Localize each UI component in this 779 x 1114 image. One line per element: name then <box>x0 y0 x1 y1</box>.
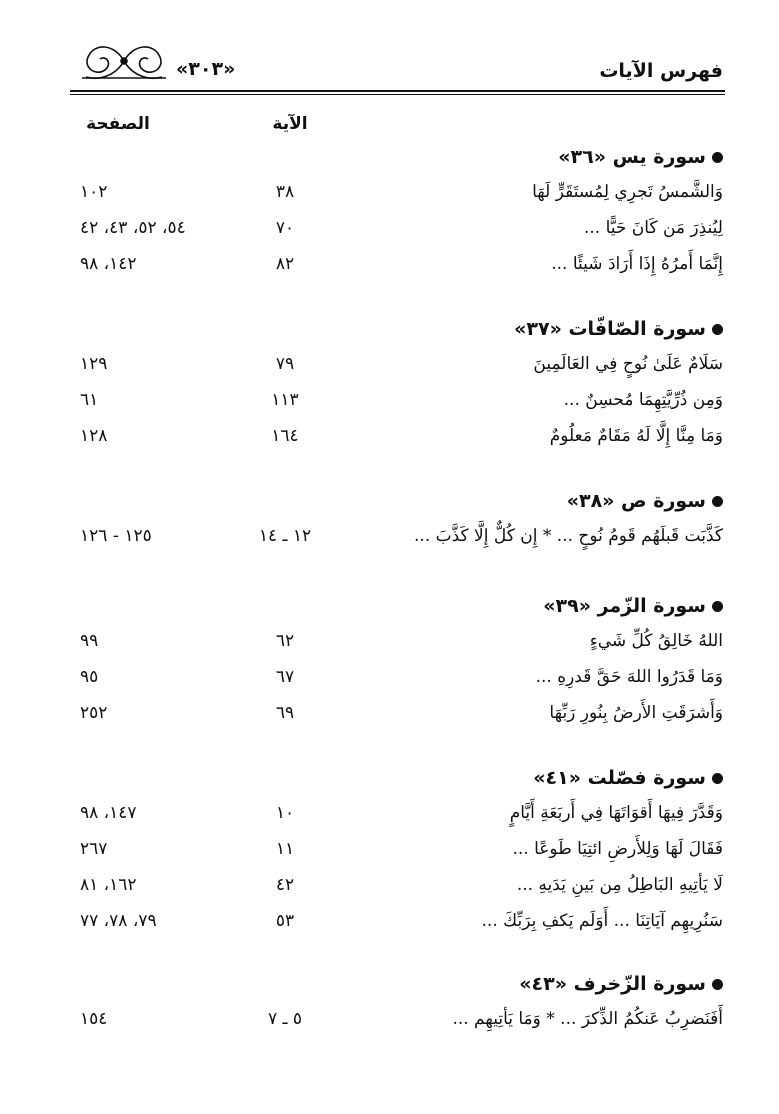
index-row <box>0 703 779 731</box>
page-references: ٢٥٢ <box>80 703 108 723</box>
page-references: ١٢٨ <box>80 426 108 446</box>
index-row <box>0 526 779 554</box>
page-references: ٢٦٧ <box>80 839 108 859</box>
page-references: ١٢٥ - ١٢٦ <box>80 526 152 546</box>
index-row <box>0 631 779 659</box>
index-row <box>0 426 779 454</box>
index-row <box>0 218 779 246</box>
ayah-text: وَمَا قَدَرُوا اللهَ حَقَّ قَدرِهِ ... <box>535 667 723 687</box>
index-row <box>0 390 779 418</box>
verse-number: ٧٠ <box>275 218 295 238</box>
ayah-text: وَمِن ذُرِّيَّتِهِمَا مُحسِنٌ ... <box>563 390 723 410</box>
index-row <box>0 254 779 282</box>
verse-number: ٥ ـ ٧ <box>267 1009 303 1029</box>
surah-heading <box>567 490 723 512</box>
verse-number: ٧٩ <box>275 354 295 374</box>
index-row <box>0 839 779 867</box>
ayah-text: كَذَّبَت قَبلَهُم قَومُ نُوحٍ ... * إِن كُلٌّ إِلَّا كَذَّبَ ... <box>414 526 723 546</box>
surah-title: سورة الزّمر «٣٩» <box>543 595 706 617</box>
ayah-text: لِيُنذِرَ مَن كَانَ حَيًّا ... <box>583 218 723 238</box>
verse-number: ١١ <box>275 839 295 859</box>
page-references: ١٦٢، ٨١ <box>80 875 137 895</box>
ayah-text: سَلَامٌ عَلَىٰ نُوحٍ فِي العَالَمِينَ <box>533 354 723 374</box>
verse-number: ٤٢ <box>275 875 295 895</box>
surah-heading <box>533 767 723 789</box>
verse-number: ٥٣ <box>275 911 295 931</box>
surah-title: سورة الصّافّات «٣٧» <box>514 318 706 340</box>
page-references: ٥٤، ٥٢، ٤٣، ٤٢ <box>80 218 186 238</box>
index-row <box>0 1009 779 1037</box>
ayah-text: سَنُرِيهِم آيَاتِنَا ... أَوَلَم يَكفِ بِرَبِّكَ ... <box>481 911 723 931</box>
index-row <box>0 803 779 831</box>
verse-number: ١٠ <box>275 803 295 823</box>
surah-title: سورة فصّلت «٤١» <box>533 767 706 789</box>
page-references: ٧٩، ٧٨، ٧٧ <box>80 911 157 931</box>
page-number: «٣٠٣» <box>176 58 236 80</box>
bullet-icon <box>712 152 723 163</box>
verse-number: ٦٧ <box>275 667 295 687</box>
surah-title: سورة ص «٣٨» <box>566 490 706 512</box>
surah-title: سورة يس «٣٦» <box>558 146 706 168</box>
bullet-icon <box>712 324 723 335</box>
page-references: ١٤٧، ٩٨ <box>80 803 137 823</box>
surah-heading <box>543 595 723 617</box>
ayah-text: اللهُ خَالِقُ كُلِّ شَيءٍ <box>589 631 723 651</box>
column-header-verse: الآية <box>272 114 308 134</box>
verse-number: ١١٣ <box>271 390 299 410</box>
bullet-icon <box>712 496 723 507</box>
page-references: ٩٥ <box>80 667 99 687</box>
ayah-text: إِنَّمَا أَمرُهُ إِذَا أَرَادَ شَيئًا ... <box>551 254 723 274</box>
ornament-icon <box>76 36 172 86</box>
ayah-text: وَمَا مِنَّا إِلَّا لَهُ مَقَامٌ مَعلُومٌ <box>549 426 723 446</box>
ayah-text: وَالشَّمسُ تَجرِي لِمُستَقَرٍّ لَهَا <box>532 182 723 202</box>
verse-number: ٦٢ <box>275 631 295 651</box>
surah-title: سورة الزّخرف «٤٣» <box>519 973 706 995</box>
ayah-text: وَأَشرَقَتِ الأَرضُ بِنُورِ رَبِّهَا <box>549 703 723 723</box>
page-references: ٩٩ <box>80 631 99 651</box>
index-row <box>0 911 779 939</box>
ayah-text: فَقَالَ لَهَا وَلِلأَرضِ ائتِيَا طَوعًا ... <box>512 839 723 859</box>
verse-number: ٨٢ <box>275 254 295 274</box>
column-header-page: الصفحة <box>86 114 150 134</box>
verse-number: ١٦٤ <box>271 426 299 446</box>
bullet-icon <box>712 979 723 990</box>
page-references: ١٥٤ <box>80 1009 108 1029</box>
surah-heading <box>519 973 723 995</box>
index-row <box>0 875 779 903</box>
index-row <box>0 667 779 695</box>
ayah-text: أَفَنَضرِبُ عَنكُمُ الذِّكرَ ... * وَمَا يَأتِيهِم ... <box>452 1009 723 1029</box>
page-references: ١٢٩ <box>80 354 108 374</box>
running-title: فهرس الآيات <box>599 60 723 82</box>
bullet-icon <box>712 773 723 784</box>
index-row <box>0 354 779 382</box>
verse-number: ٣٨ <box>275 182 295 202</box>
surah-heading <box>514 318 723 340</box>
bullet-icon <box>712 601 723 612</box>
verse-number: ١٢ ـ ١٤ <box>258 526 312 546</box>
ayah-text: وَقَدَّرَ فِيهَا أَقوَاتَهَا فِي أَربَعَةِ أَيَّامٍ <box>509 803 723 823</box>
surah-heading <box>558 146 723 168</box>
page-references: ١٠٢ <box>80 182 108 202</box>
header-rule <box>70 90 725 95</box>
verse-number: ٦٩ <box>275 703 295 723</box>
page-references: ١٤٢، ٩٨ <box>80 254 137 274</box>
index-row <box>0 182 779 210</box>
ayah-text: لَا يَأتِيهِ البَاطِلُ مِن بَينِ يَدَيهِ ... <box>516 875 723 895</box>
page-references: ٦١ <box>80 390 99 410</box>
